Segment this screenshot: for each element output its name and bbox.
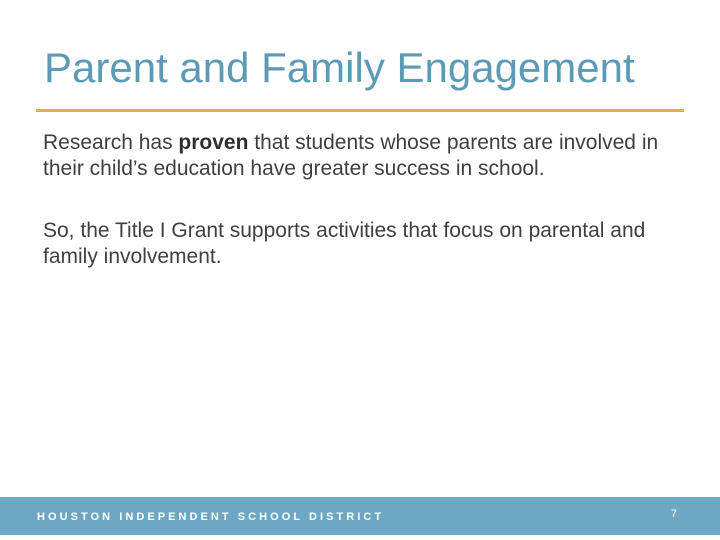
- title-underline-rule: [36, 109, 684, 112]
- paragraph-text-after: that students whose parents are involved in their child’s education have greater success in school.: [43, 131, 659, 180]
- emphasis-proven: proven: [178, 131, 249, 154]
- paragraph-text-before: Research has: [43, 131, 179, 154]
- slide-body: [43, 130, 683, 270]
- footer-bar: [0, 497, 720, 535]
- footer-organization-name: HOUSTON INDEPENDENT SCHOOL DISTRICT: [37, 511, 385, 523]
- page-number: 7: [670, 508, 677, 520]
- slide-title: Parent and Family Engagement: [44, 44, 635, 91]
- body-paragraph-title-one: So, the Title I Grant supports activities that focus on parental and family involvement.: [43, 219, 646, 268]
- body-paragraph-research: [43, 130, 683, 182]
